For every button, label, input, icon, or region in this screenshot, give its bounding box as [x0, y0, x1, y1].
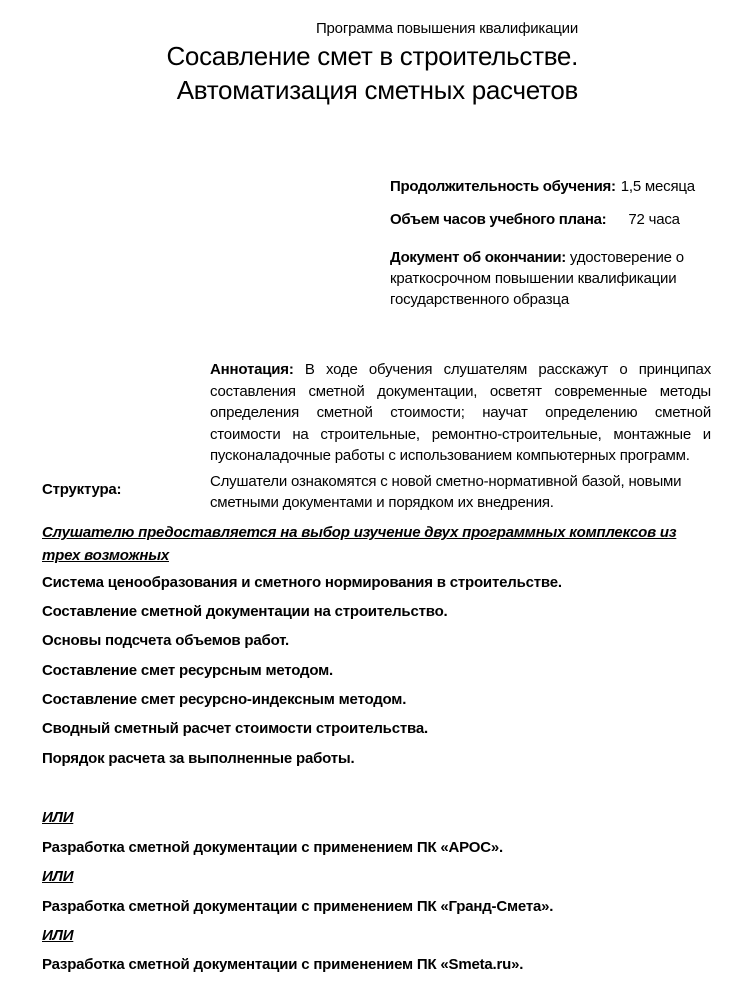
program-subtitle: Программа повышения квалификации: [315, 20, 578, 37]
list-item: Основы подсчета объемов работ.: [42, 632, 289, 649]
or-separator: ИЛИ: [42, 809, 74, 826]
duration-row: [390, 178, 695, 195]
hours-label: Объем часов учебного плана:: [390, 211, 607, 228]
annotation-paragraph: [210, 359, 711, 467]
duration-label: Продолжительность обучения:: [390, 178, 616, 195]
hours-row: [390, 211, 680, 228]
option-item-aros: Разработка сметной документации с применением ПК «АРОС».: [42, 839, 503, 856]
page-title-line-1: Сосавление смет в строительстве.: [166, 41, 578, 71]
annotation-text-2: Слушатели ознакомятся с новой сметно-нормативной базой, новыми сметными документами и порядком их внедрения.: [210, 472, 682, 511]
hours-value: 72 часа: [628, 211, 680, 228]
or-separator: ИЛИ: [42, 868, 74, 885]
structure-label: Структура:: [42, 481, 122, 498]
list-item: Система ценообразования и сметного нормирования в строительстве.: [42, 574, 562, 591]
annotation-label: Аннотация:: [210, 361, 294, 378]
option-item-grand-smeta: Разработка сметной документации с применением ПК «Гранд-Смета».: [42, 898, 554, 915]
document-value: удостоверение о краткосрочном повышении квалификации государственного образца: [390, 249, 684, 308]
list-item: Порядок расчета за выполненные работы.: [42, 750, 355, 767]
duration-value: 1,5 месяца: [620, 178, 695, 195]
document-row: [390, 247, 720, 310]
or-separator: ИЛИ: [42, 927, 74, 944]
list-item: Составление смет ресурсно-индексным методом.: [42, 691, 407, 708]
page-title-line-2: Автоматизация сметных расчетов: [176, 75, 578, 105]
document-label: Документ об окончании:: [390, 249, 566, 266]
annotation-text: В ходе обучения слушателям расскажут о принципах составления сметной документации, осветят современные методы определения сметной стоимости; научат определению сметной стоимости на строительные, ремонтно-строительные, монтажные и пусконаладочные работы с использованием компьютерных программ.: [210, 361, 711, 464]
list-item: Составление смет ресурсным методом.: [42, 662, 333, 679]
annotation-block: [210, 359, 711, 514]
list-item: Составление сметной документации на строительство.: [42, 603, 448, 620]
option-item-smeta-ru: Разработка сметной документации с применением ПК «Smeta.ru».: [42, 956, 524, 973]
list-item: Сводный сметный расчет стоимости строительства.: [42, 720, 428, 737]
choice-note: Слушателю предоставляется на выбор изучение двух программных комплексов из трех возможных: [42, 524, 677, 564]
